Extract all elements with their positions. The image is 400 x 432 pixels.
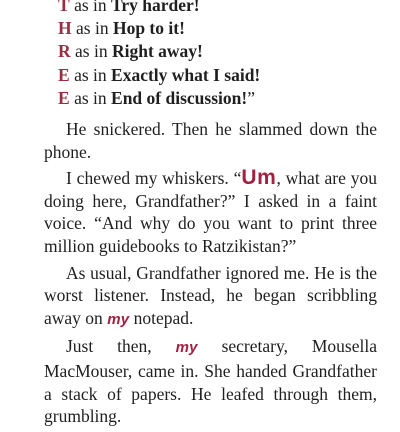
- sound-effect-um: Um: [241, 166, 277, 190]
- acrostic-block: [58, 0, 378, 110]
- acrostic-line-e2: [58, 87, 378, 110]
- paragraph-2: [44, 167, 377, 257]
- paragraph-4-before: Just then,: [66, 336, 176, 357]
- emphasis-my: my: [107, 310, 130, 328]
- paragraph-4-after: secretary, Mousella MacMouser, came in. She handed Grandfather a stack of papers. He leafed through them, grumbling.: [44, 336, 377, 427]
- acrostic-letter: T: [58, 0, 70, 15]
- emphasis-my: my: [175, 339, 198, 357]
- paragraph-1-text: He snickered. Then he slammed down the phone.: [44, 119, 377, 162]
- paragraph-3-before: As usual, Grandfather ignored me. He is the worst listener. Instead, he began scribbling away on: [44, 262, 377, 328]
- acrostic-line-t: [58, 0, 378, 17]
- paragraph-4: [44, 335, 377, 427]
- acrostic-term: Try harder!: [111, 0, 200, 15]
- acrostic-line-e1: [58, 64, 378, 87]
- acrostic-as-in: as in: [71, 18, 113, 39]
- acrostic-as-in: as in: [69, 87, 112, 108]
- acrostic-letter: E: [58, 64, 70, 85]
- acrostic-letter: E: [58, 87, 70, 108]
- paragraph-2-before: I chewed my whiskers. “: [66, 168, 242, 189]
- paragraph-2-after: , what are you doing here, Grandfather?” I asked in a faint voice. “And why do you want to print three million guidebooks to Ratzikistan?”: [44, 168, 377, 256]
- acrostic-term: Exactly what I said!: [111, 64, 261, 85]
- acrostic-letter: H: [58, 18, 72, 39]
- acrostic-letter: R: [58, 41, 71, 62]
- paragraph-3-after: notepad.: [129, 307, 194, 328]
- paragraph-3: [44, 262, 377, 332]
- acrostic-as-in: as in: [69, 0, 112, 15]
- acrostic-term: Hop to it!: [112, 18, 185, 39]
- closing-quote: ”: [247, 87, 255, 108]
- acrostic-as-in: as in: [70, 41, 112, 62]
- acrostic-term: Right away!: [111, 41, 203, 62]
- story-text: [44, 118, 377, 432]
- acrostic-line-h: [58, 17, 378, 40]
- acrostic-term: End of discussion!: [111, 87, 248, 108]
- acrostic-line-r: [58, 40, 378, 63]
- paragraph-1: [44, 118, 377, 163]
- acrostic-as-in: as in: [69, 64, 112, 85]
